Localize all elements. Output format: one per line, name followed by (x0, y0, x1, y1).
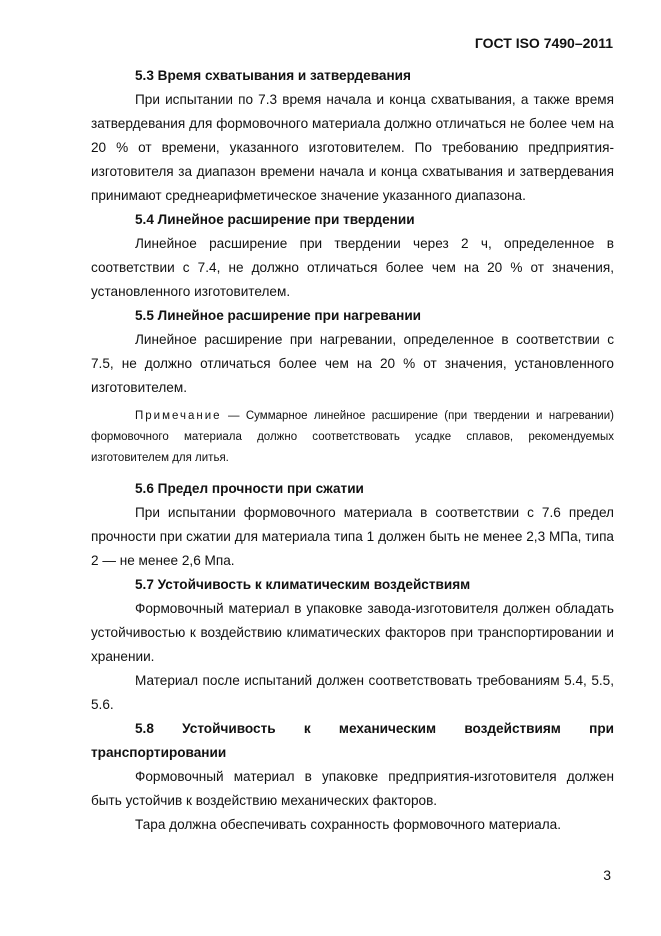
section-5-8-text-2: Тара должна обеспечивать сохранность формовочного материала. (135, 817, 561, 832)
section-5-8-word-2: к (303, 721, 311, 736)
document-code: ГОСТ ISO 7490–2011 (474, 35, 613, 51)
section-5-3-title: 5.3 Время схватывания и затвердевания (135, 68, 411, 83)
section-5-4-text: Линейное расширение при твердении через 2 ч, определенное в соответствии с 7.4, не должно отличаться более чем на 20 % от значения, установленного изготовителем. (91, 236, 614, 299)
section-5-6-text: При испытании формовочного материала в соответствии с 7.6 предел прочности при сжатии для материала типа 1 должен быть не менее 2,3 МПа, типа 2 — не менее 2,6 Мпа. (91, 505, 614, 568)
section-5-8-title-line-1 (91, 717, 614, 741)
section-5-7-text-1: Формовочный материал в упаковке завода-изготовителя должен обладать устойчивостью к воздействию климатических факторов при транспортировании и хранении. (91, 601, 614, 664)
section-5-8-word-3: механическим (338, 721, 437, 736)
section-5-8-text-1: Формовочный материал в упаковке предприятия-изготовителя должен быть устойчив к воздействию механических факторов. (91, 769, 614, 808)
section-5-6-title: 5.6 Предел прочности при сжатии (135, 481, 364, 496)
section-5-8-word-5: при (589, 721, 614, 736)
section-5-5-title: 5.5 Линейное расширение при нагревании (135, 308, 422, 323)
section-5-8-num: 5.8 (135, 721, 154, 736)
section-5-8-word-4: воздействиям (464, 721, 561, 736)
section-5-3-text: При испытании по 7.3 время начала и конца схватывания, а также время затвердевания для формовочного материала должно отличаться не более чем на 20 % от времени, указанного изготовителем. По требованию предприятия-изготовителя за диапазон времени начала и конца схватывания и затвердевания принимают среднеарифметическое значение указанного диапазона. (91, 92, 614, 203)
section-5-8-title-line-2: транспортировании (91, 745, 227, 760)
section-5-5-text: Линейное расширение при нагревании, определенное в соответствии с 7.5, не должно отличаться более чем на 20 % от значения, установленного изготовителем. (91, 332, 614, 395)
section-5-4-title: 5.4 Линейное расширение при твердении (135, 212, 415, 227)
page-number: 3 (603, 867, 611, 883)
note-text: — Суммарное линейное расширение (при твердении и нагревании) формовочного материала должно соответствовать усадке сплавов, рекомендуемых изготовителем для литья. (91, 410, 614, 464)
section-5-7-title: 5.7 Устойчивость к климатическим воздействиям (135, 577, 471, 592)
page-body (91, 64, 614, 837)
section-5-7-text-2: Материал после испытаний должен соответствовать требованиям 5.4, 5.5, 5.6. (91, 673, 614, 712)
section-5-5-note (91, 406, 614, 469)
note-lead: Примечание (135, 410, 222, 422)
section-5-8-word-1: Устойчивость (182, 721, 276, 736)
